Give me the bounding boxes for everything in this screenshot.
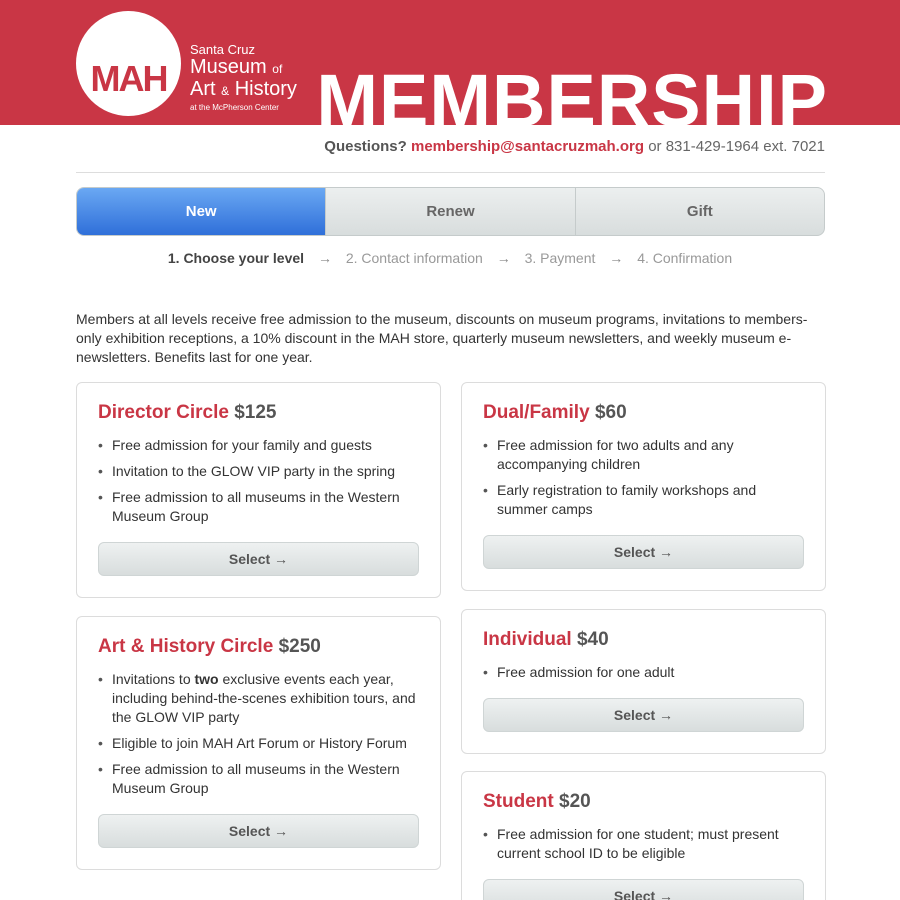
logo-art: Art <box>190 78 216 100</box>
select-art-history-button[interactable]: Select → <box>98 814 419 848</box>
level-card-art-history <box>76 616 441 870</box>
divider <box>76 172 825 173</box>
level-title <box>483 791 804 813</box>
step-payment: 3. Payment <box>524 250 596 266</box>
list-item: • Free admission for your family and guests <box>98 436 419 455</box>
step-arrow-icon: → <box>496 250 511 266</box>
step-arrow-icon: → <box>317 250 332 266</box>
benefit-list <box>98 670 419 798</box>
level-price: $40 <box>576 629 609 650</box>
select-individual-button[interactable]: Select → <box>483 698 804 732</box>
benefit-list <box>98 436 419 526</box>
benefit-text: Invitations to <box>112 671 195 687</box>
level-price: $20 <box>559 791 591 812</box>
logo-history: History <box>234 78 297 100</box>
step-arrow-icon: → <box>609 250 624 266</box>
phone-text: or 831-429-1964 ext. 7021 <box>648 138 825 155</box>
tab-renew[interactable]: Renew <box>325 188 574 235</box>
level-card-family <box>461 382 826 591</box>
logo-amp: & <box>221 84 230 98</box>
benefit-list <box>483 436 804 519</box>
benefit-emphasis: two <box>194 671 219 687</box>
benefit-list <box>483 663 804 682</box>
logo-line-2 <box>190 57 297 79</box>
logo-museum: Museum <box>190 56 267 78</box>
level-title <box>98 636 419 658</box>
list-item: • Free admission to all museums in the Western Museum Group <box>98 760 419 798</box>
logo-line-3 <box>190 79 297 101</box>
list-item: • Eligible to join MAH Art Forum or History Forum <box>98 734 419 753</box>
select-director-button[interactable]: Select → <box>98 542 419 576</box>
level-name: Art & History Circle <box>98 636 274 657</box>
level-name: Individual <box>483 629 572 650</box>
benefit-text: exclusive events each year, including behind-the-scenes exhibition tours, and the GLOW VIP party <box>112 671 416 725</box>
select-student-button[interactable]: Select → <box>483 879 804 900</box>
logo-line-1: Santa Cruz <box>190 42 256 57</box>
level-title <box>98 402 419 424</box>
logo-wordmark <box>190 43 297 115</box>
list-item: • Invitation to the GLOW VIP party in the spring <box>98 462 419 481</box>
level-price: $250 <box>278 636 321 657</box>
level-title <box>483 629 804 651</box>
contact-line <box>324 138 825 155</box>
benefits-intro: Members at all levels receive free admission to the museum, discounts on museum programs, invitations to members-only exhibition receptions, a 10% discount in the MAH store, quarterly museum newsletters, and weekly museum e-newsletters. Benefits last for one year. <box>76 311 808 365</box>
logo-of: of <box>272 62 283 76</box>
level-name: Student <box>483 791 554 812</box>
list-item: • Free admission for one student; must present current school ID to be eligible <box>483 825 804 863</box>
step-choose-level: 1. Choose your level <box>167 250 305 266</box>
step-confirmation: 4. Confirmation <box>637 250 733 266</box>
benefit-list <box>483 825 804 863</box>
membership-type-tabs <box>76 187 825 236</box>
level-title <box>483 402 804 424</box>
list-item: • Early registration to family workshops and summer camps <box>483 481 804 519</box>
logo-line-4: at the McPherson Center <box>190 103 279 112</box>
tab-new[interactable]: New <box>77 188 325 235</box>
logo-mark: MAH <box>90 58 167 99</box>
list-item <box>98 670 419 727</box>
select-family-button[interactable]: Select → <box>483 535 804 569</box>
step-contact-info: 2. Contact information <box>345 250 483 266</box>
mah-logo[interactable] <box>76 11 181 116</box>
list-item: • Free admission for two adults and any accompanying children <box>483 436 804 474</box>
email-link[interactable]: membership@santacruzmah.org <box>410 138 645 155</box>
list-item: • Free admission for one adult <box>483 663 804 682</box>
level-card-individual <box>461 609 826 754</box>
level-card-director <box>76 382 441 598</box>
list-item: • Free admission to all museums in the Western Museum Group <box>98 488 419 526</box>
questions-label: Questions? <box>324 138 407 155</box>
level-card-student <box>461 771 826 900</box>
header-banner <box>0 0 900 142</box>
level-price: $60 <box>594 402 627 423</box>
level-price: $125 <box>234 402 277 423</box>
progress-steps <box>0 250 900 266</box>
page-title: MEMBERSHIP <box>316 59 828 142</box>
tab-gift[interactable]: Gift <box>575 188 824 235</box>
level-name: Dual/Family <box>483 402 590 423</box>
level-name: Director Circle <box>98 402 229 423</box>
